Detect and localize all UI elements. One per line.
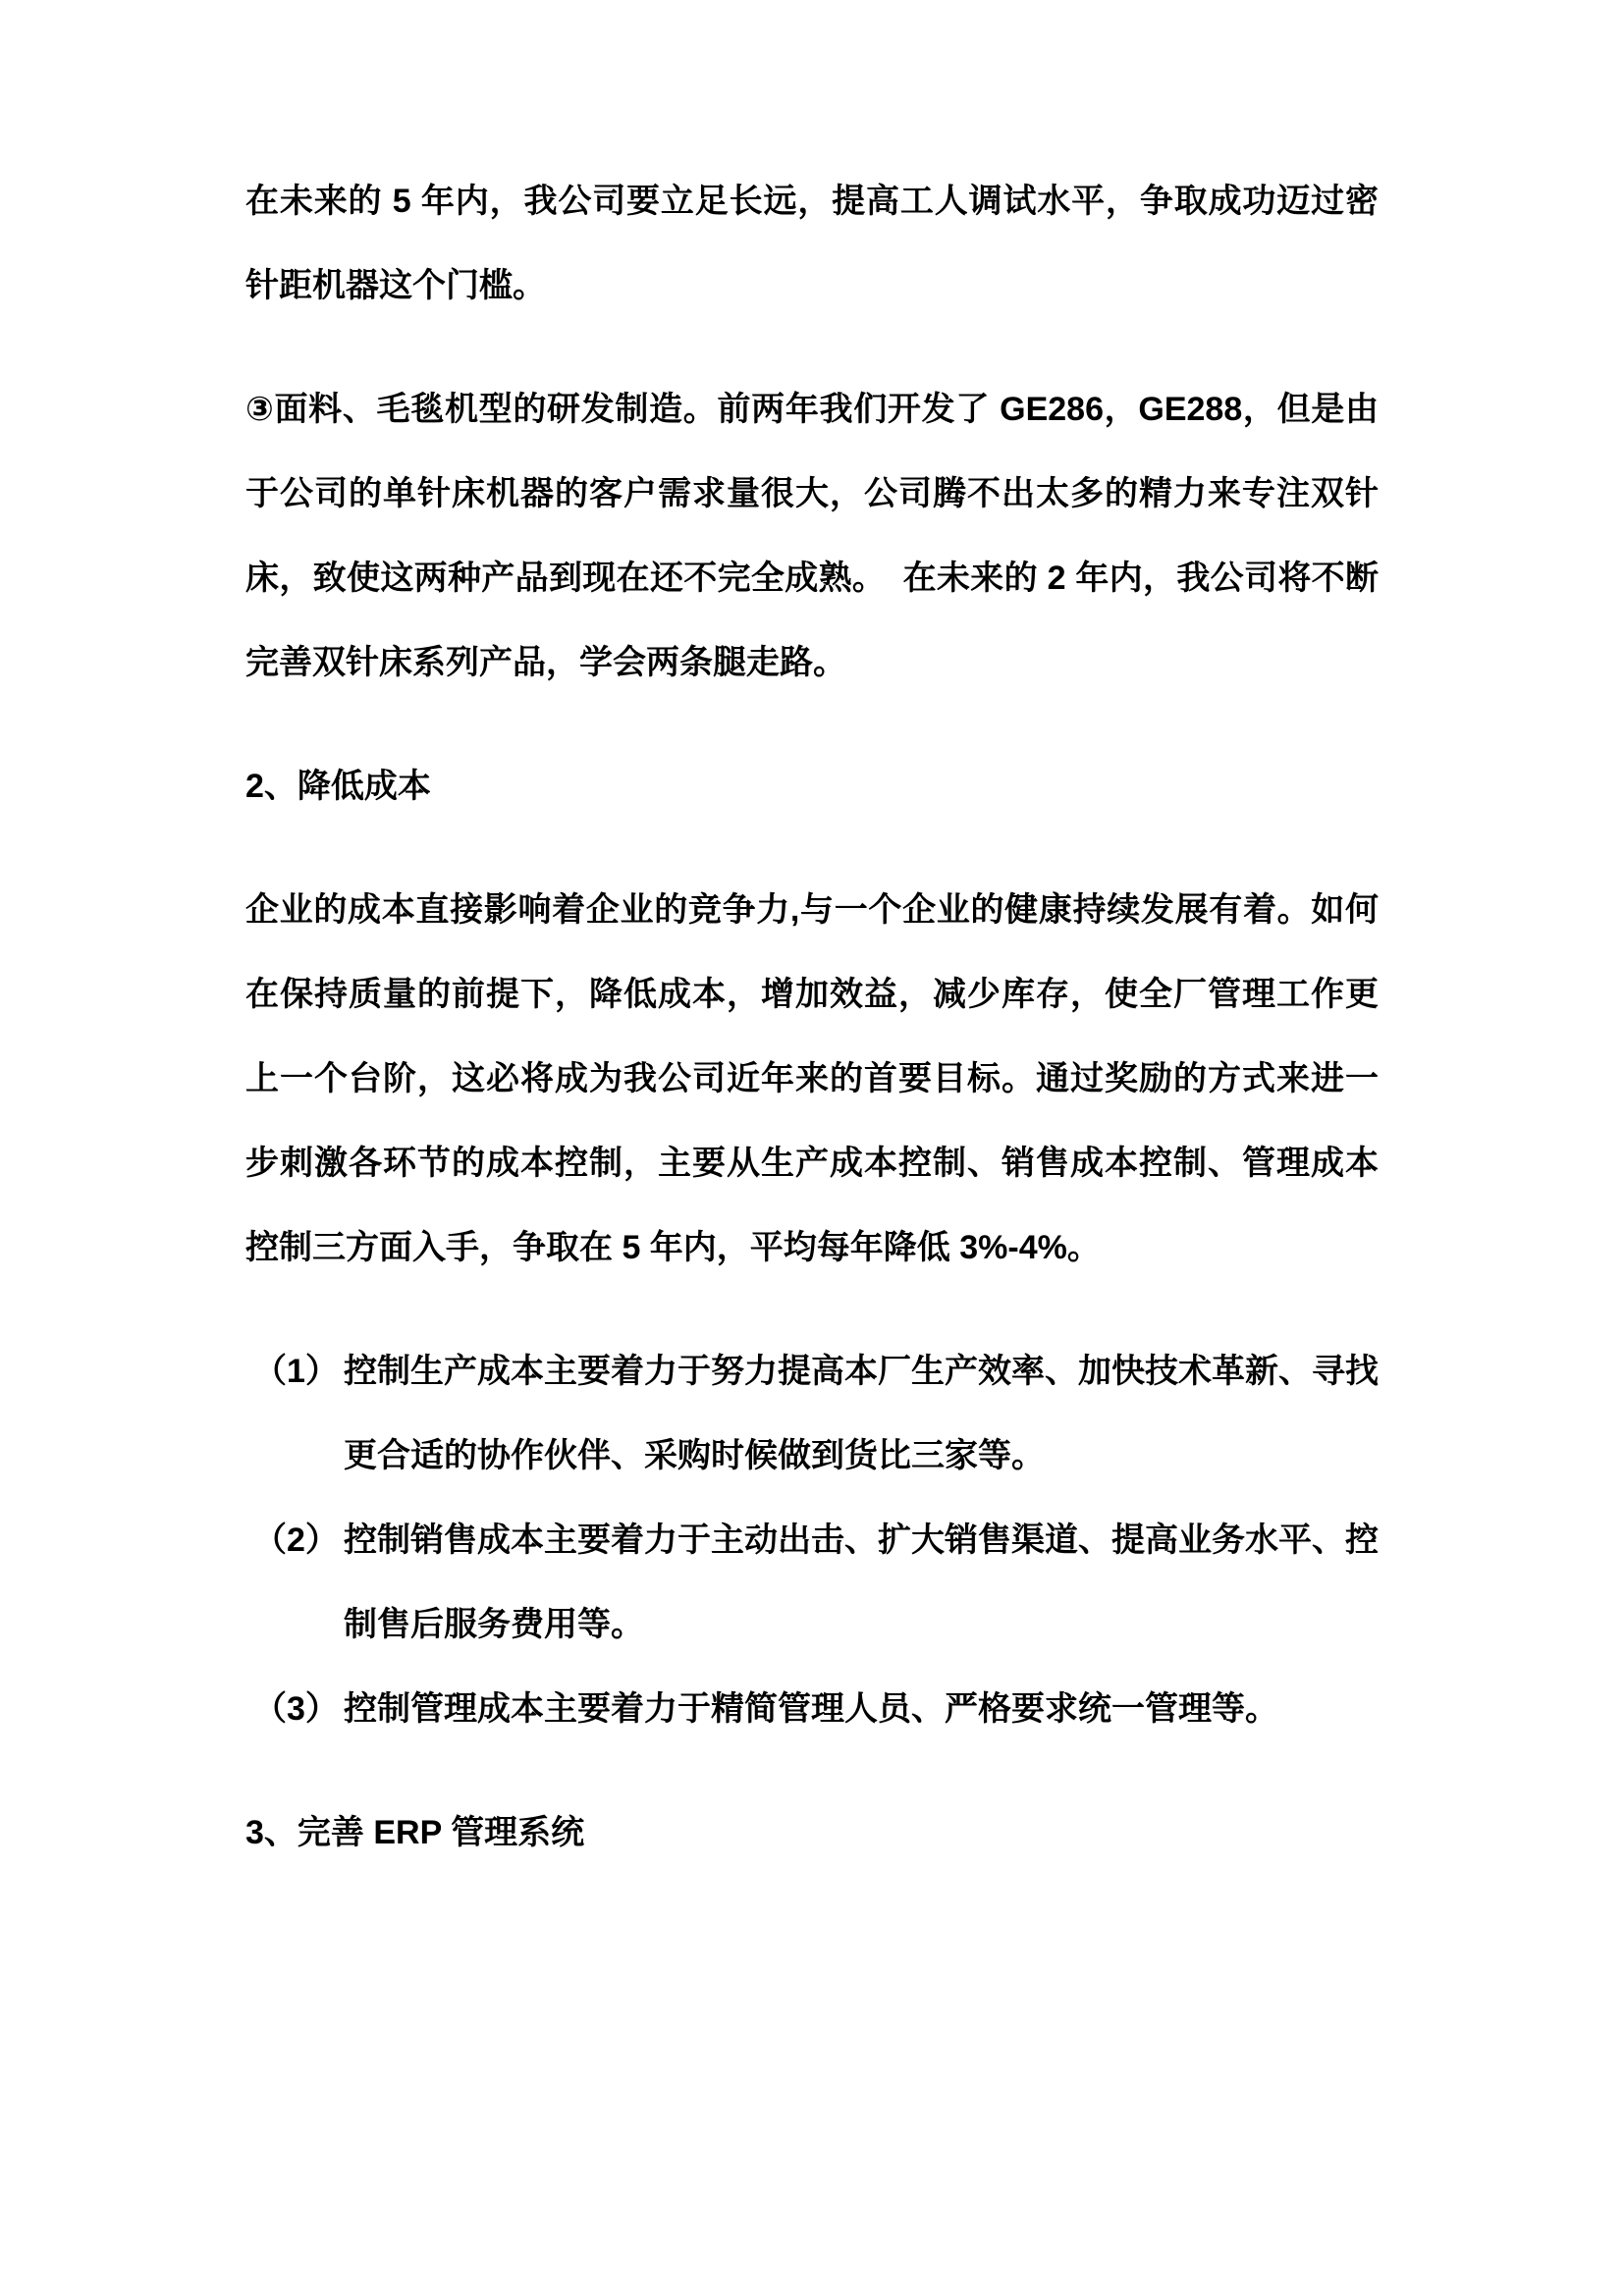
paragraph: 企业的成本直接影响着企业的竞争力,与一个企业的健康持续发展有着。如何在保持质量的前提下，降低成本，增加效益，减少库存，使全厂管理工作更上一个台阶，这必将成为我公司近年来的首要目标。通过奖励的方式来进一步刺激各环节的成本控制，主要从生产成本控制、销售成本控制、管理成本控制三方面入手，争取在 5 年内，平均每年降低 3%-4%。 (245, 891, 1379, 1266)
document-content (245, 159, 1379, 1875)
list-marker: （2） (253, 1522, 339, 1559)
list-item-text: 控制管理成本主要着力于精简管理人员、严格要求统一管理等。 (344, 1690, 1278, 1728)
section-heading: 3、完善 ERP 管理系统 (245, 1814, 585, 1851)
paragraph: ③面料、毛毯机型的研发制造。前两年我们开发了 GE286，GE288，但是由于公司的单针床机器的客户需求量很大，公司腾不出太多的精力来专注双针床，致使这两种产品到现在还不完全成熟。 在未来的 2 年内，我公司将不断完善双针床系列产品，学会两条腿走路。 (245, 391, 1379, 681)
paragraph: 在未来的 5 年内，我公司要立足长远，提高工人调试水平，争取成功迈过密针距机器这个门槛。 (245, 183, 1379, 304)
list-item (245, 1667, 1379, 1751)
list-item-text: 控制生产成本主要着力于努力提高本厂生产效率、加快技术革新、寻找更合适的协作伙伴、采购时候做到货比三家等。 (344, 1353, 1379, 1474)
list-item (245, 1498, 1379, 1667)
list-item-text: 控制销售成本主要着力于主动出击、扩大销售渠道、提高业务水平、控制售后服务费用等。 (344, 1522, 1379, 1643)
list-item (245, 1329, 1379, 1498)
list-marker: （3） (253, 1690, 339, 1728)
list-marker: （1） (253, 1353, 339, 1390)
section-heading: 2、降低成本 (245, 768, 431, 805)
